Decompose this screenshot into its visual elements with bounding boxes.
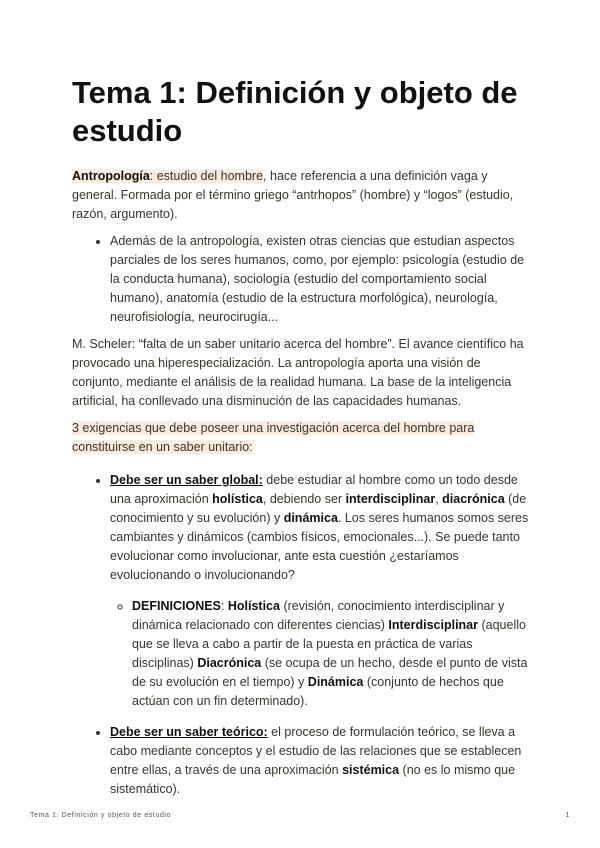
requirement-heading: Debe ser un saber global:	[110, 473, 263, 487]
bold-term: holística	[212, 492, 263, 506]
text: (revisión, conocimiento interdisciplinar y dinámica relacionado con diferentes ciencias)	[132, 599, 505, 632]
text: el proceso de formulación teórico, se lleva a cabo mediante conceptos y el estudio de las relaciones que se establecen entre ellas, a través de una aproximación	[110, 725, 522, 777]
requirements-list	[72, 471, 532, 799]
definitions-list	[110, 597, 532, 711]
text: (aquello que se lleva a cabo a partir de la puesta en práctica de varias disciplinas)	[132, 618, 526, 670]
list-item: • Además de la antropología, existen otras ciencias que estudian aspectos parciales de los seres humanos, como, por ejemplo: psicología (estudio de la conducta humana), sociología (estudio del comportamiento social humano), anatomía (estudio de la estructura morfológica), neurología, neurofisiología, neurocirugía...	[110, 232, 532, 327]
bold-term: Interdisciplinar	[388, 618, 478, 632]
bold-term: Diacrónica	[197, 656, 262, 670]
text: ,	[435, 492, 443, 506]
page-title: Tema 1: Definición y objeto de estudio	[72, 75, 518, 148]
list-item-saber-teorico	[110, 723, 532, 799]
term-definition: estudio del hombre	[156, 169, 264, 183]
text: (no es lo mismo que sistemático).	[110, 763, 516, 796]
text: (de conocimiento y su evolución) y	[110, 492, 527, 525]
bold-term: Dinámica	[307, 675, 364, 689]
bold-term: sistémica	[342, 763, 400, 777]
bold-term: Holística	[227, 599, 280, 613]
document-body	[72, 167, 532, 811]
page-number: 1	[565, 812, 570, 819]
list-item-definiciones	[132, 597, 532, 711]
bold-term: interdisciplinar	[345, 492, 436, 506]
bullet-list	[72, 232, 532, 327]
paragraph-text: , hace referencia a una definición vaga y general. Formada por el término griego “antrhopos” (hombre) y “logos” (estudio, razón, argumento).	[72, 169, 514, 221]
text: debe estudiar al hombre como un todo desde una aproximación	[110, 473, 518, 506]
paragraph-antropologia	[72, 167, 532, 224]
text: . Los seres humanos somos seres cambiantes y dinámicos (cambios físicos, emocionales...). Se puede tanto evolucionar como involucionar, ante esta cuestión ¿estaríamos evolucionando o involucionando?	[110, 511, 529, 582]
page-footer	[30, 812, 570, 819]
text: (conjunto de hechos que actúan con un fin determinado).	[132, 675, 504, 708]
highlight-exigencias: 3 exigencias que debe poseer una investigación acerca del hombre para constituirse en un saber unitario:	[72, 421, 475, 454]
term-antropologia: Antropología	[72, 169, 150, 183]
paragraph-exigencias	[72, 419, 532, 457]
bold-term: dinámica	[283, 511, 338, 525]
colon: :	[149, 169, 157, 183]
highlight-term	[72, 169, 263, 183]
definitions-label: DEFINICIONES	[132, 599, 221, 613]
text: :	[220, 599, 228, 613]
text: , debiendo ser	[262, 492, 346, 506]
text: (se ocupa de un hecho, desde el punto de vista de su evolución en el tiempo) y	[132, 656, 528, 689]
requirement-heading: Debe ser un saber teórico:	[110, 725, 268, 739]
footer-title: Tema 1: Definición y objeto de estudio	[30, 812, 172, 819]
bold-term: diacrónica	[442, 492, 505, 506]
paragraph-scheler: M. Scheler: “falta de un saber unitario acerca del hombre”. El avance científico ha provocado una hiperespecialización. La antropología aporta una visión de conjunto, mediante el análisis de la realidad humana. La base de la inteligencia artificial, ha conllevado una disminución de las capacidades humanas.	[72, 337, 524, 408]
list-item-saber-global	[110, 471, 532, 711]
